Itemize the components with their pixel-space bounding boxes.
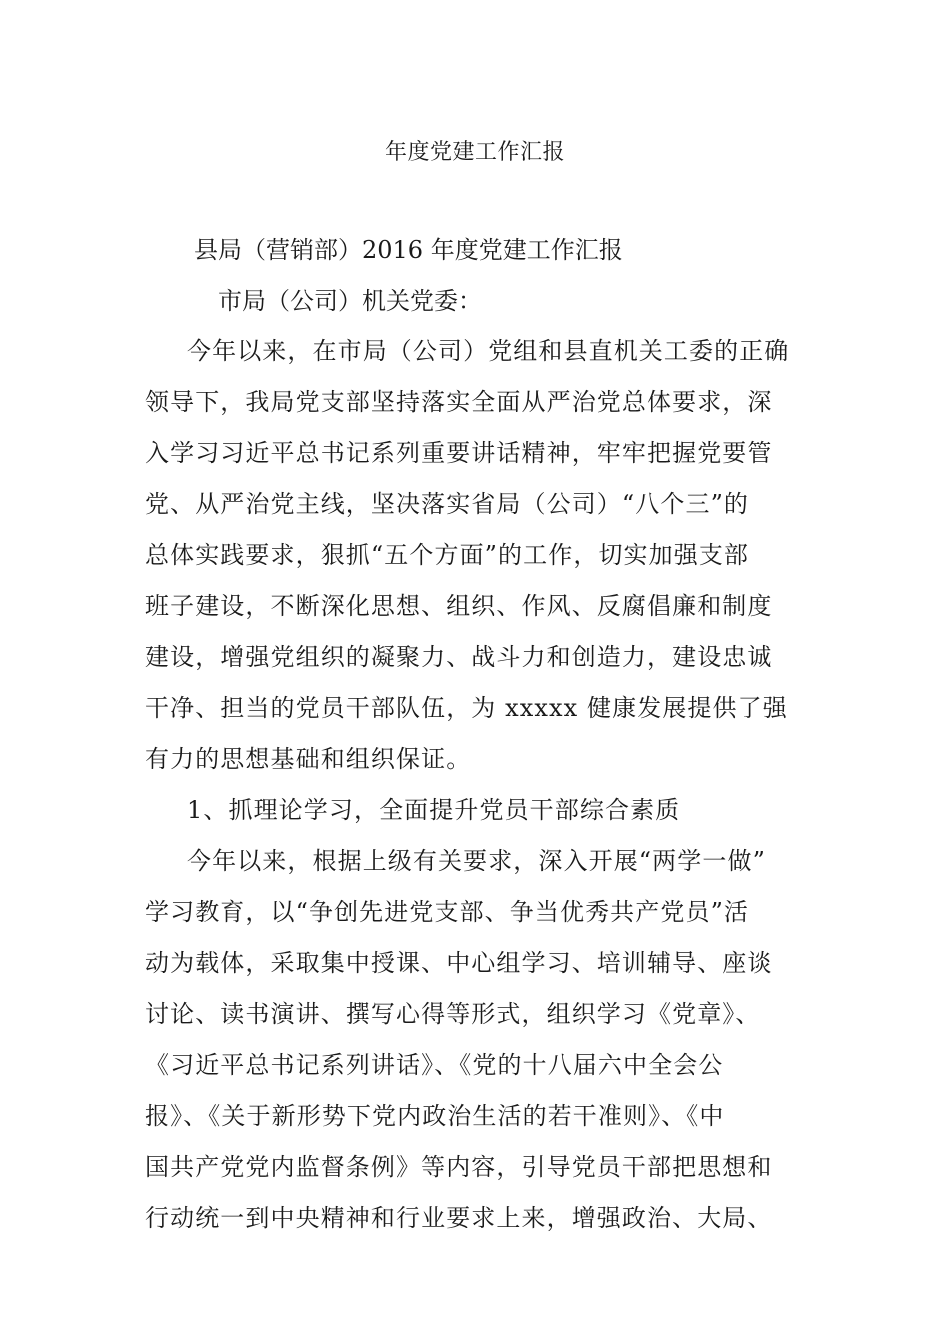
paragraph-line: 讨论、读书演讲、撰写心得等形式，组织学习《党章》、 [145,1000,761,1028]
paragraph-line: 今年以来，在市局（公司）党组和县直机关工委的正确 [187,337,790,365]
paragraph-line: 党、从严治党主线，坚决落实省局（公司）“八个三”的 [145,490,750,518]
salutation: 市局（公司）机关党委： [218,287,482,315]
paragraph-line: 班子建设，不断深化思想、组织、作风、反腐倡廉和制度 [145,592,773,620]
document-title: 年度党建工作汇报 [384,140,565,165]
paragraph-line: 入学习习近平总书记系列重要讲话精神，牢牢把握党要管 [145,439,773,467]
paragraph-line: 干净、担当的党员干部队伍，为 xxxxx 健康发展提供了强 [145,694,788,722]
paragraph-line: 领导下，我局党支部坚持落实全面从严治党总体要求，深 [145,388,773,416]
section-heading: 1、抓理论学习，全面提升党员干部综合素质 [187,796,681,824]
paragraph-line: 《习近平总书记系列讲话》、《党的十八届六中全会公 [145,1051,724,1079]
paragraph-line: 总体实践要求，狠抓“五个方面”的工作，切实加强支部 [145,541,750,569]
report-heading: 县局（营销部）2016 年度党建工作汇报 [194,236,623,264]
paragraph-line: 行动统一到中央精神和行业要求上来，增强政治、大局、 [145,1204,773,1232]
paragraph-line: 报》、《关于新形势下党内政治生活的若干准则》、《中 [145,1102,725,1130]
paragraph-line: 动为载体，采取集中授课、中心组学习、培训辅导、座谈 [145,949,773,977]
body-text [145,326,810,1244]
paragraph-line: 有力的思想基础和组织保证。 [145,745,472,773]
paragraph-line: 今年以来，根据上级有关要求，深入开展“两学一做” [187,847,766,875]
paragraph-line: 国共产党党内监督条例》等内容，引导党员干部把思想和 [145,1153,773,1181]
paragraph-line: 建设，增强党组织的凝聚力、战斗力和创造力，建设忠诚 [145,643,773,671]
paragraph-line: 学习教育，以“争创先进党支部、争当优秀共产党员”活 [145,898,750,926]
